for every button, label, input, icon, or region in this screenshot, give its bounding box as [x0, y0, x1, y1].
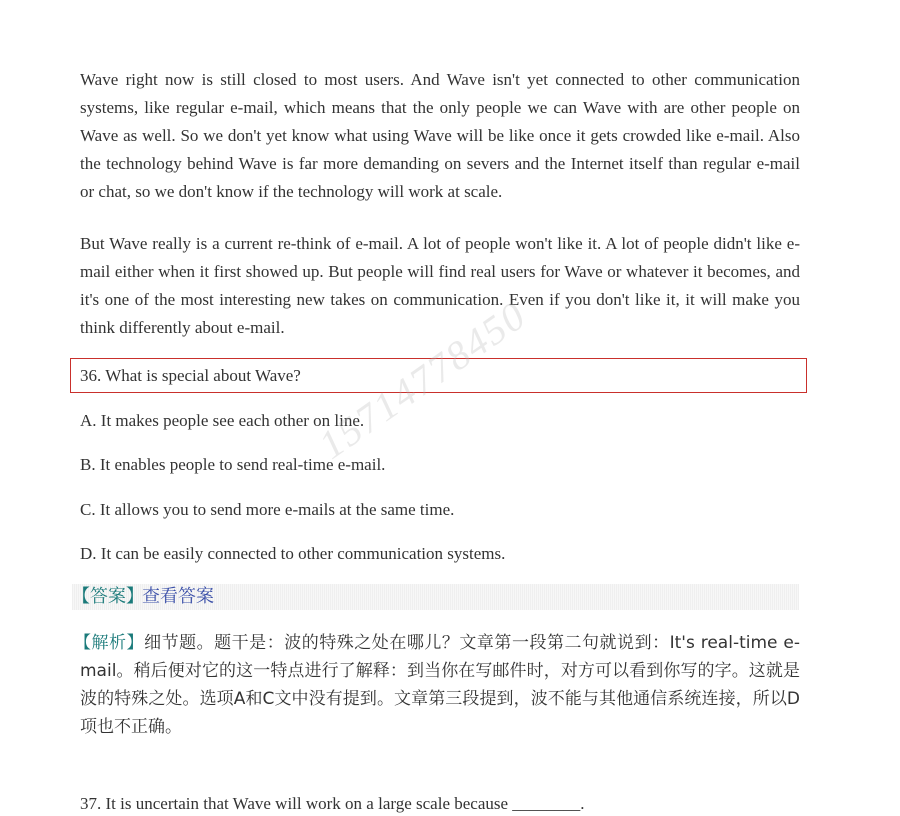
answer-tag: 【答案】 — [72, 586, 144, 607]
question-37-stem: 37. It is uncertain that Wave will work on a large scale because ________. — [80, 794, 585, 813]
analysis — [74, 629, 800, 741]
option-a[interactable]: A. It makes people see each other on line. — [80, 411, 365, 430]
answer-row — [72, 584, 799, 610]
watermark: 15714778450 — [310, 292, 535, 468]
option-b[interactable]: B. It enables people to send real-time e-mail. — [80, 455, 386, 474]
passage — [80, 70, 800, 358]
view-answer-link[interactable]: 查看答案 — [142, 586, 214, 607]
passage-paragraph-2: But Wave really is a current re-think of e-mail. A lot of people won't like it. A lot of people didn't like e-mail either when it first showed up. But people will find real users for Wave or whatever it becomes, and it's one of the most interesting new takes on communication. Even if you don't like it, it will make you think differently about e-mail. — [80, 234, 800, 337]
analysis-tag: 【解析】 — [74, 633, 145, 653]
question-36-stem: 36. What is special about Wave? — [80, 366, 301, 385]
passage-paragraph-1: Wave right now is still closed to most users. And Wave isn't yet connected to other communication systems, like regular e-mail, which means that the only people we can Wave with are other people on Wave as well. So we don't yet know what using Wave will be like once it gets crowded like e-mail. Also the technology behind Wave is far more demanding on severs and the Internet itself than regular e-mail or chat, so we don't know if the technology will work at scale. — [80, 70, 800, 201]
option-c[interactable]: C. It allows you to send more e-mails at the same time. — [80, 500, 455, 519]
option-d[interactable]: D. It can be easily connected to other communication systems. — [80, 544, 506, 563]
analysis-text: 细节题。题干是：波的特殊之处在哪儿？文章第一段第二句就说到：It's real-time e-mail。稍后便对它的这一特点进行了解释：到当你在写邮件时，对方可以看到你写的字。这就是波的特殊之处。选项A和C文中没有提到。文章第三段提到，波不能与其他通信系统连接，所以D项也不正确。 — [80, 633, 800, 737]
passage-paragraph-cut — [80, 70, 800, 214]
